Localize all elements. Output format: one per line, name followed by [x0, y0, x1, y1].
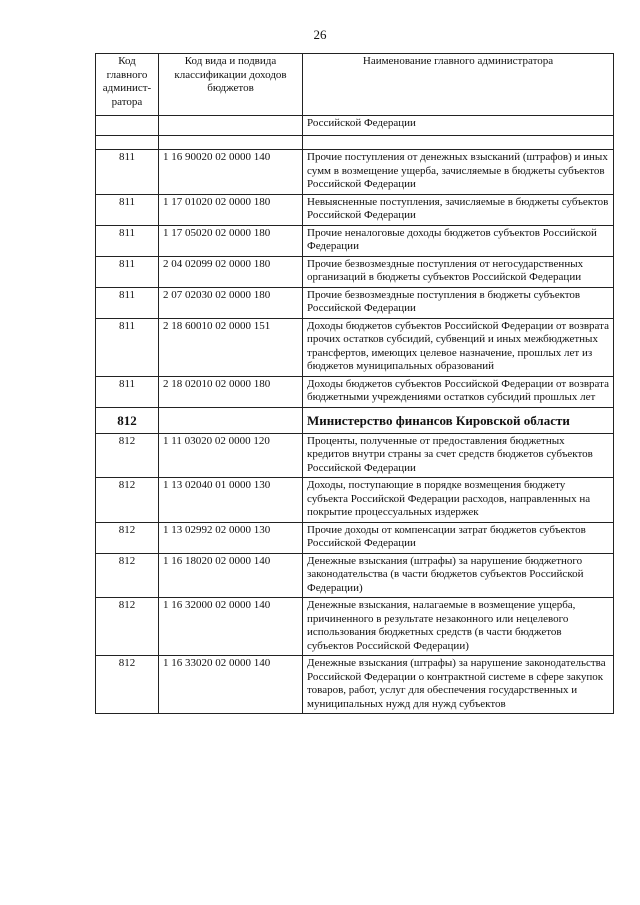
- table-row: [96, 287, 614, 318]
- section-header-row: [96, 407, 614, 433]
- name-cell: Денежные взыскания (штрафы) за нарушение законодательства Российской Федерации о контрактной системе в сфере закупок товаров, работ, услуг для обеспечения государственных и муниципальных нужд для нужд субъектов: [303, 656, 614, 714]
- name-cell: Доходы бюджетов субъектов Российской Федерации от возврата прочих остатков субсидий, субвенций и иных межбюджетных трансфертов, имеющих целевое назначение, прошлых лет из бюджетов муниципальных образований: [303, 318, 614, 376]
- spacer-row: [96, 136, 614, 150]
- code-cell: 2 18 02010 02 0000 180: [159, 376, 303, 407]
- admin-cell: 812: [96, 478, 159, 523]
- admin-cell: 811: [96, 194, 159, 225]
- spacer-cell: [96, 136, 159, 150]
- table-row: [96, 553, 614, 598]
- admin-cell: 811: [96, 376, 159, 407]
- admin-cell: 811: [96, 256, 159, 287]
- spacer-cell: [159, 136, 303, 150]
- name-cell: Денежные взыскания, налагаемые в возмещение ущерба, причиненного в результате незаконного или нецелевого использования бюджетных средств (в части бюджетов субъектов Российской Федерации): [303, 598, 614, 656]
- code-cell: 1 17 05020 02 0000 180: [159, 225, 303, 256]
- table-row: [96, 522, 614, 553]
- name-cell: Прочие неналоговые доходы бюджетов субъектов Российской Федерации: [303, 225, 614, 256]
- name-cell: Доходы, поступающие в порядке возмещения бюджету субъекта Российской Федерации расходов, направленных на покрытие процессуальных издержек: [303, 478, 614, 523]
- code-cell: 1 16 18020 02 0000 140: [159, 553, 303, 598]
- name-cell: Прочие доходы от компенсации затрат бюджетов субъектов Российской Федерации: [303, 522, 614, 553]
- code-cell: 1 13 02992 02 0000 130: [159, 522, 303, 553]
- admin-cell: 811: [96, 287, 159, 318]
- code-cell: 2 18 60010 02 0000 151: [159, 318, 303, 376]
- table-row: [96, 598, 614, 656]
- name-cell: Российской Федерации: [303, 116, 614, 136]
- code-cell: 1 16 32000 02 0000 140: [159, 598, 303, 656]
- page-number: 26: [313, 27, 327, 42]
- section-admin-code: 812: [96, 407, 159, 433]
- code-cell: 1 11 03020 02 0000 120: [159, 433, 303, 478]
- table-row: [96, 256, 614, 287]
- table-row: [96, 225, 614, 256]
- code-cell: 1 13 02040 01 0000 130: [159, 478, 303, 523]
- name-cell: Прочие безвозмездные поступления в бюджеты субъектов Российской Федерации: [303, 287, 614, 318]
- table-row: [96, 194, 614, 225]
- revenue-classification-table: [95, 53, 614, 714]
- header-admin-code: Код главного админист-ратора: [96, 54, 159, 116]
- table-header-row: [96, 54, 614, 116]
- code-cell: 2 07 02030 02 0000 180: [159, 287, 303, 318]
- name-cell: Денежные взыскания (штрафы) за нарушение бюджетного законодательства (в части бюджетов субъектов Российской Федерации): [303, 553, 614, 598]
- admin-cell: 811: [96, 318, 159, 376]
- table-row: [96, 150, 614, 195]
- admin-cell: 811: [96, 150, 159, 195]
- name-cell: Прочие безвозмездные поступления от негосударственных организаций в бюджеты субъектов Российской Федерации: [303, 256, 614, 287]
- header-admin-name: Наименование главного администратора: [303, 54, 614, 116]
- name-cell: Доходы бюджетов субъектов Российской Федерации от возврата бюджетными учреждениями остатков субсидий прошлых лет: [303, 376, 614, 407]
- code-cell: 1 16 90020 02 0000 140: [159, 150, 303, 195]
- admin-cell: 812: [96, 433, 159, 478]
- continuation-row: [96, 116, 614, 136]
- header-revenue-code: Код вида и подвида классификации доходов бюджетов: [159, 54, 303, 116]
- spacer-cell: [303, 136, 614, 150]
- code-cell: [159, 116, 303, 136]
- name-cell: Невыясненные поступления, зачисляемые в бюджеты субъектов Российской Федерации: [303, 194, 614, 225]
- section-admin-name: Министерство финансов Кировской области: [303, 407, 614, 433]
- table-row: [96, 478, 614, 523]
- table-row: [96, 433, 614, 478]
- table-row: [96, 656, 614, 714]
- admin-cell: 812: [96, 598, 159, 656]
- table-row: [96, 376, 614, 407]
- admin-cell: 811: [96, 225, 159, 256]
- table-row: [96, 318, 614, 376]
- name-cell: Проценты, полученные от предоставления бюджетных кредитов внутри страны за счет средств бюджетов субъектов Российской Федерации: [303, 433, 614, 478]
- name-cell: Прочие поступления от денежных взысканий (штрафов) и иных сумм в возмещение ущерба, зачисляемые в бюджеты субъектов Российской Федерации: [303, 150, 614, 195]
- code-cell: 2 04 02099 02 0000 180: [159, 256, 303, 287]
- admin-cell: [96, 116, 159, 136]
- code-cell: 1 16 33020 02 0000 140: [159, 656, 303, 714]
- code-cell: [159, 407, 303, 433]
- code-cell: 1 17 01020 02 0000 180: [159, 194, 303, 225]
- admin-cell: 812: [96, 656, 159, 714]
- admin-cell: 812: [96, 522, 159, 553]
- admin-cell: 812: [96, 553, 159, 598]
